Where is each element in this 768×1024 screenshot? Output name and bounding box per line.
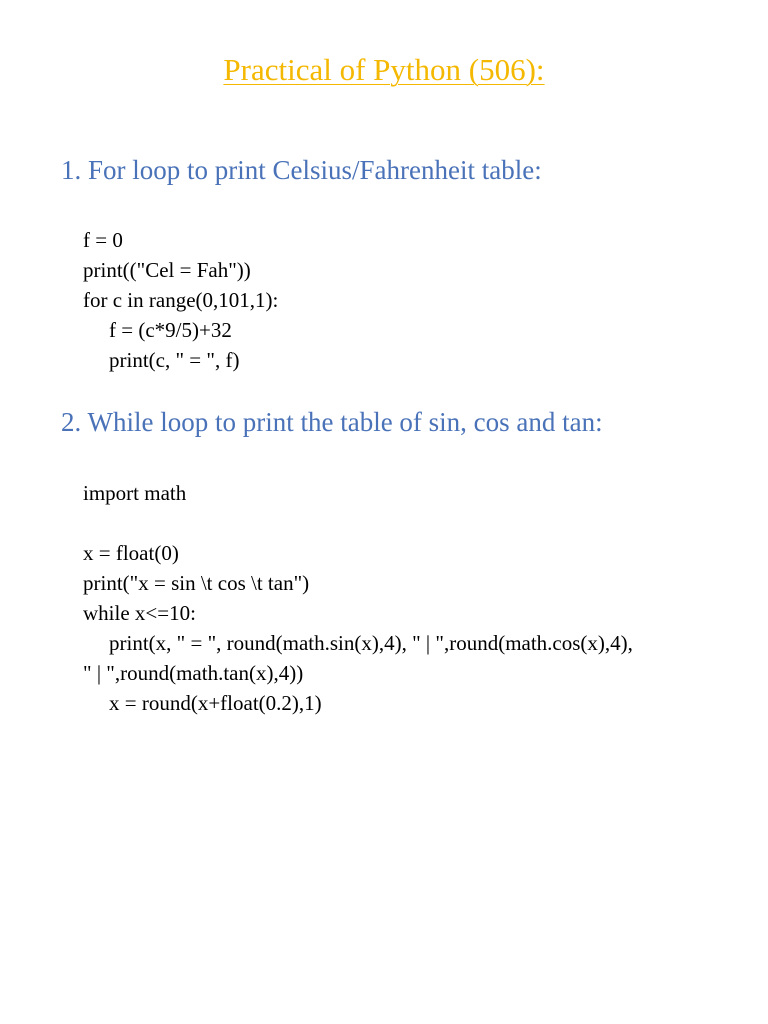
section-1-code-line: f = 0 [83, 228, 123, 252]
section-2-code-line: while x<=10: [83, 601, 196, 625]
section-2-code-line: " | ",round(math.tan(x),4)) [83, 661, 304, 685]
section-1-heading: 1. For loop to print Celsius/Fahrenheit table: [61, 155, 542, 185]
section-2-code-line: x = round(x+float(0.2),1) [109, 691, 322, 715]
page-title: Practical of Python (506): [223, 52, 545, 87]
section-2-code-line: print(x, " = ", round(math.sin(x),4), " | ",round(math.cos(x),4), [109, 631, 633, 655]
section-2-code-line: print("x = sin \t cos \t tan") [83, 571, 310, 595]
section-2-heading: 2. While loop to print the table of sin, cos and tan: [61, 407, 603, 437]
section-1-code-line: for c in range(0,101,1): [83, 288, 279, 312]
section-2-code-line: import math [83, 481, 187, 505]
section-1-code-line: print(c, " = ", f) [109, 348, 240, 372]
section-1-code-line: print(("Cel = Fah")) [83, 258, 251, 282]
section-2-code-line: x = float(0) [83, 541, 179, 565]
section-1-code-line: f = (c*9/5)+32 [109, 318, 232, 342]
